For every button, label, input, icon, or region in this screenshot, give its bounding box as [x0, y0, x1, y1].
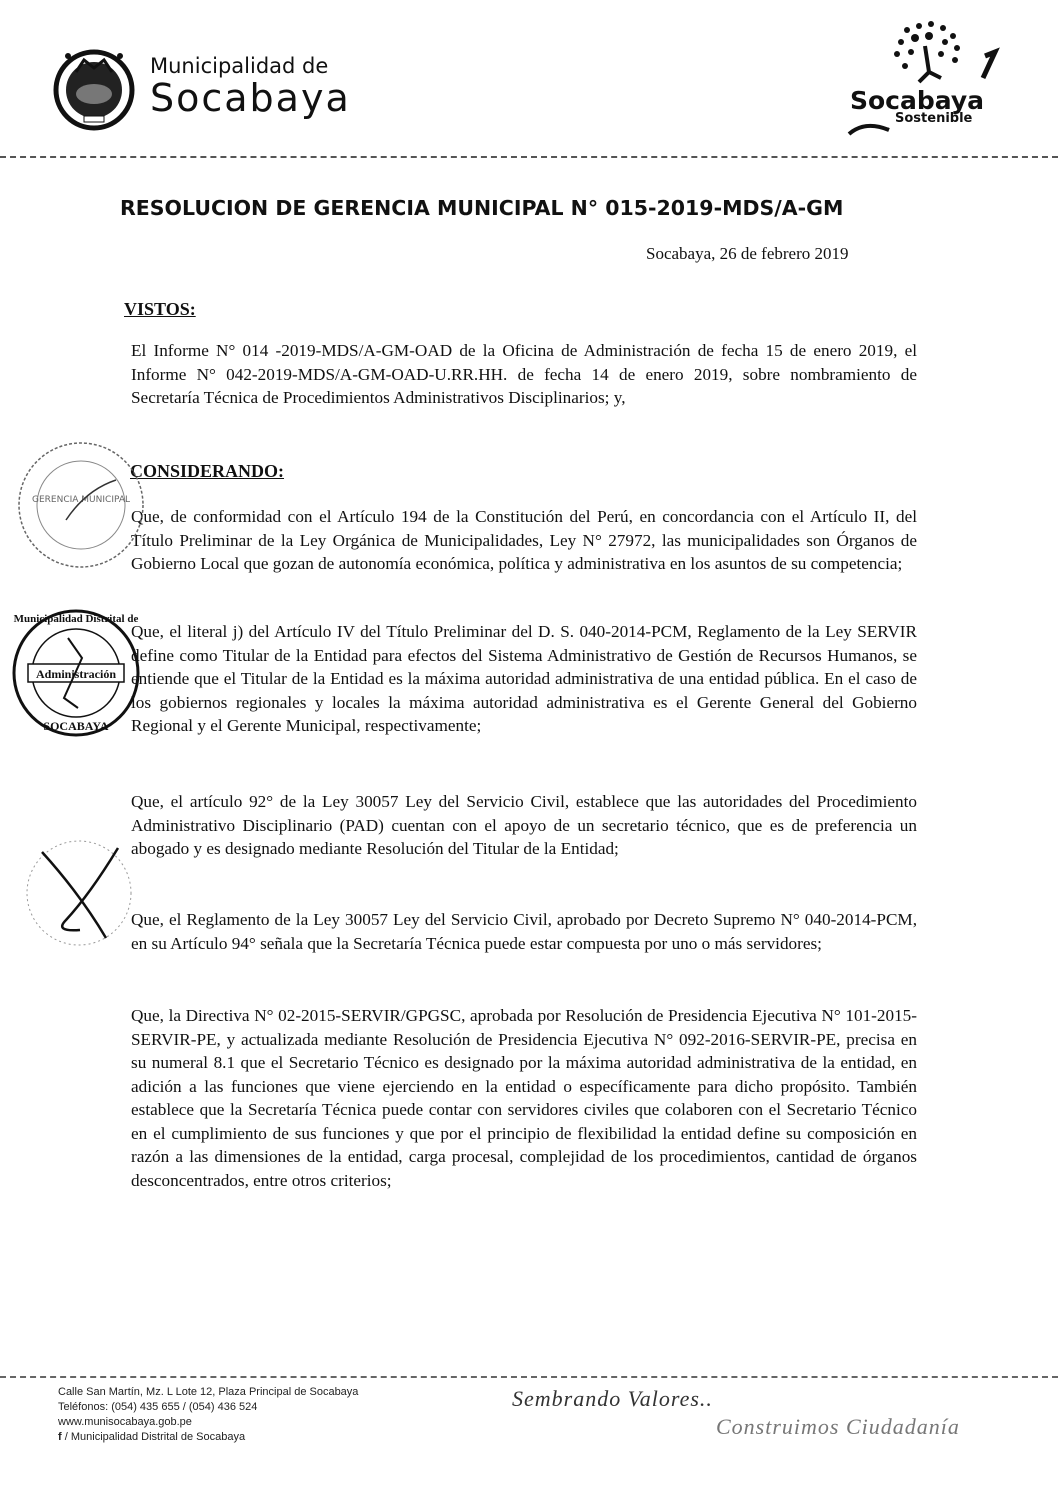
- considerando-paragraph-1: Que, de conformidad con el Artículo 194 de la Constitución del Perú, en concordancia con el Artículo II, del Título Preliminar de la Ley Orgánica de Municipalidades, Ley N° 27972, las municipalidades son Órganos de Gobierno Local que gozan de autonomía económica, política y administrativa en los asuntos de su competencia;: [131, 507, 917, 573]
- stamp2-bottom-text: SOCABAYA: [43, 719, 109, 733]
- resolution-date: Socabaya, 26 de febrero 2019: [646, 244, 849, 263]
- vistos-heading: VISTOS:: [124, 299, 196, 319]
- administracion-stamp: [8, 598, 144, 748]
- municipal-crest-logo: [48, 42, 140, 134]
- stamp2-center-text: Administración: [35, 667, 117, 681]
- considerando-paragraph-5: Que, la Directiva N° 02-2015-SERVIR/GPGSC, aprobada por Resolución de Presidencia Ejecutiva N° 101-2015-SERVIR-PE, y actualizada mediante Resolución de Presidencia Ejecutiva N° 092-2016-SERVIR-PE, precisa en su numeral 8.1 que el Secretario Técnico es designado por la máxima autoridad administrativa de la entidad, en adición a las funciones que viene ejerciendo en la entidad o específicamente para dicho propósito. También establece que la Secretaría Técnica puede contar con servidores civiles que colaboren con el Secretario Técnico en el cumplimiento de sus funciones y que por el principio de flexibilidad la entidad define su composición en razón a las dimensiones de la entidad, carga procesal, complejidad de los procedimientos, cantidad de órganos desconcentrados, entre otros criterios;: [131, 1006, 917, 1190]
- footer-facebook-text: / Municipalidad Distrital de Socabaya: [64, 1431, 246, 1443]
- footer-phones: Teléfonos: (054) 435 655 / (054) 436 524: [58, 1401, 258, 1413]
- signature-mark: [20, 834, 138, 952]
- header-divider: [0, 156, 1058, 158]
- footer-website[interactable]: www.munisocabaya.gob.pe: [58, 1416, 192, 1428]
- considerando-heading: CONSIDERANDO:: [130, 461, 285, 481]
- footer-contact-block: [58, 1385, 358, 1445]
- right-logo-name: Socabaya: [850, 86, 985, 115]
- footer-divider: [0, 1376, 1058, 1378]
- footer-slogan-2: Construimos Ciudadanía: [716, 1414, 960, 1439]
- right-logo-subtitle: Sostenible: [895, 111, 973, 126]
- municipality-label: Municipalidad de: [150, 54, 329, 78]
- considerando-paragraph-2: Que, el literal j) del Artículo IV del Título Preliminar del D. S. 040-2014-PCM, Reglamento de la Ley SERVIR define como Titular de la Entidad para efectos del Sistema Administrativo de Gestión de Recursos Humanos, se entiende que el Titular de la Entidad es la máxima autoridad administrativa de una entidad pública. En el caso de los gobiernos regionales y locales la máxima autoridad administrativa es el Gerente General del Gobierno Regional y el Gerente Municipal, respectivamente;: [131, 622, 917, 735]
- stamp2-ring-text: Municipalidad Distrital de: [13, 613, 139, 625]
- vistos-paragraph: El Informe N° 014 -2019-MDS/A-GM-OAD de la Oficina de Administración de fecha 15 de enero 2019, el Informe N° 042-2019-MDS/A-GM-OAD-U.RR.HH. de fecha 14 de enero 2019, sobre nombramiento de Secretaría Técnica de Procedimientos Administrativos Disciplinarios; y,: [131, 341, 917, 407]
- stamp1-text: GERENCIA MUNICIPAL: [32, 495, 130, 505]
- municipality-name: Socabaya: [150, 76, 351, 120]
- facebook-icon: f: [58, 1431, 62, 1443]
- footer-address: Calle San Martín, Mz. L Lote 12, Plaza Principal de Socabaya: [58, 1386, 359, 1398]
- gerencia-municipal-stamp: [6, 430, 156, 580]
- footer-slogan-1: Sembrando Valores..: [512, 1386, 713, 1411]
- footer-facebook: [58, 1430, 358, 1445]
- resolution-title: RESOLUCION DE GERENCIA MUNICIPAL N° 015-2019-MDS/A-GM: [120, 196, 844, 220]
- considerando-paragraph-3: Que, el artículo 92° de la Ley 30057 Ley del Servicio Civil, establece que las autoridades del Procedimiento Administrativo Disciplinario (PAD) cuentan con el apoyo de un secretario técnico, que es de preferencia un abogado y es designado mediante Resolución del Titular de la Entidad;: [131, 792, 917, 858]
- considerando-paragraph-4: Que, el Reglamento de la Ley 30057 Ley del Servicio Civil, aprobado por Decreto Supremo N° 040-2014-PCM, en su Artículo 94° señala que la Secretaría Técnica puede estar compuesta por uno o más servidores;: [131, 910, 917, 953]
